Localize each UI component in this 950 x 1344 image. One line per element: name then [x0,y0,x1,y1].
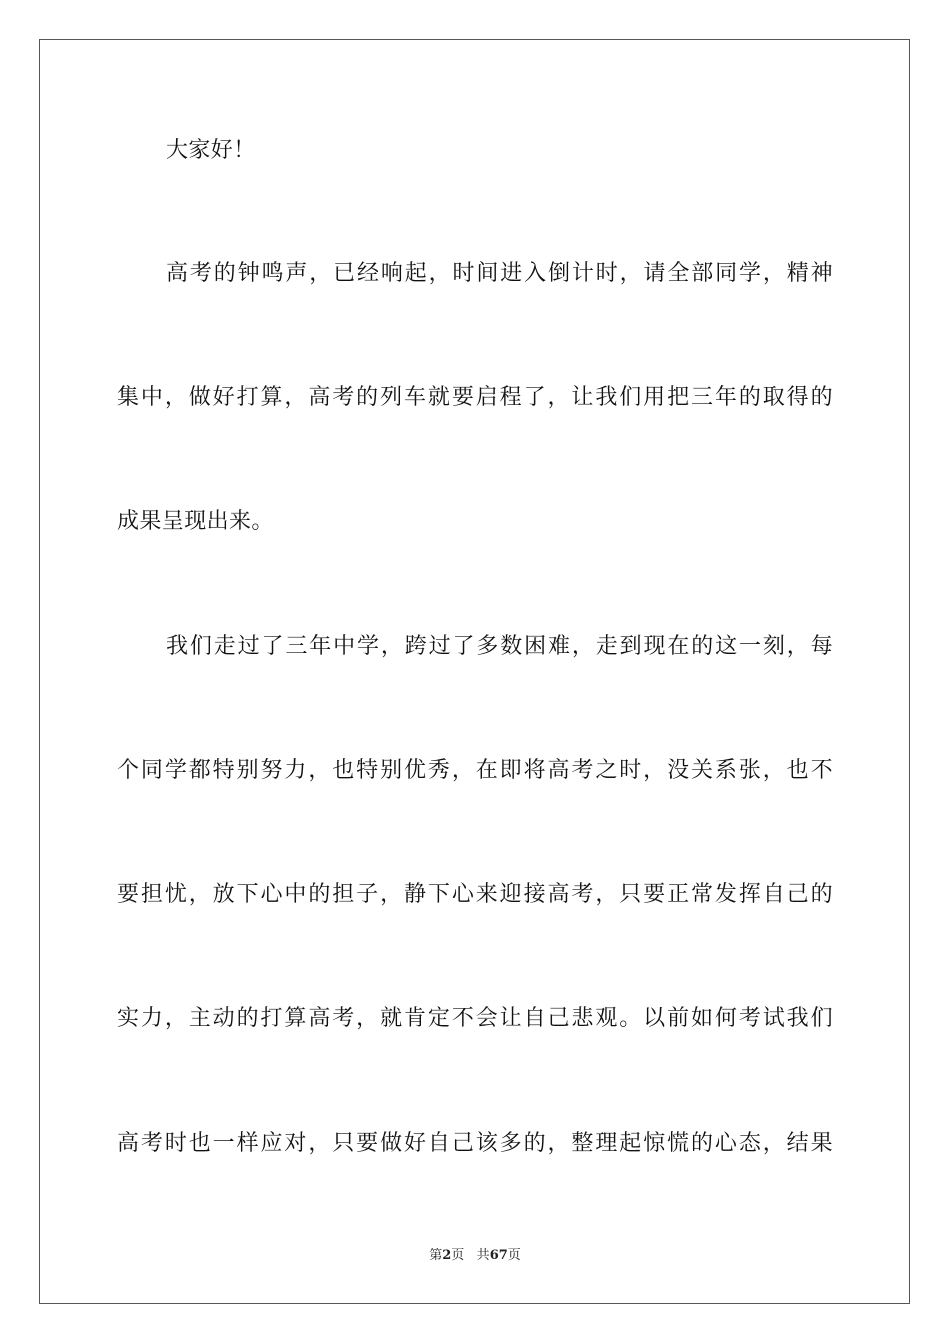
paragraph-2-line-2: 个同学都特别努力，也特别优秀，在即将高考之时，没关系张，也不 [117,758,833,783]
paragraph-2-line-4: 实力，主动的打算高考，就肯定不会让自己悲观。以前如何考试我们 [117,1006,833,1031]
total-suffix: 页 [507,1248,521,1263]
greeting-line: 大家好！ [166,138,256,163]
paragraph-1-line-2: 集中，做好打算，高考的列车就要启程了，让我们用把三年的取得的 [117,385,833,410]
page-prefix: 第 [429,1248,443,1263]
page-border [39,39,910,1304]
paragraph-1-line-1: 高考的钟鸣声，已经响起，时间进入倒计时，请全部同学，精神 [166,261,833,286]
paragraph-2-line-3: 要担忧，放下心中的担子，静下心来迎接高考，只要正常发挥自己的 [117,882,833,907]
page-number: 2 [442,1248,452,1263]
paragraph-1-line-3: 成果呈现出来。 [117,509,274,534]
paragraph-2-line-1: 我们走过了三年中学，跨过了多数困难，走到现在的这一刻，每 [166,634,833,659]
total-pages: 67 [489,1248,508,1263]
page-suffix: 页 [451,1248,465,1263]
total-prefix: 共 [476,1248,490,1263]
paragraph-2-line-5: 高考时也一样应对，只要做好自己该多的，整理起惊慌的心态，结果 [117,1131,833,1156]
page-footer [0,1248,950,1264]
